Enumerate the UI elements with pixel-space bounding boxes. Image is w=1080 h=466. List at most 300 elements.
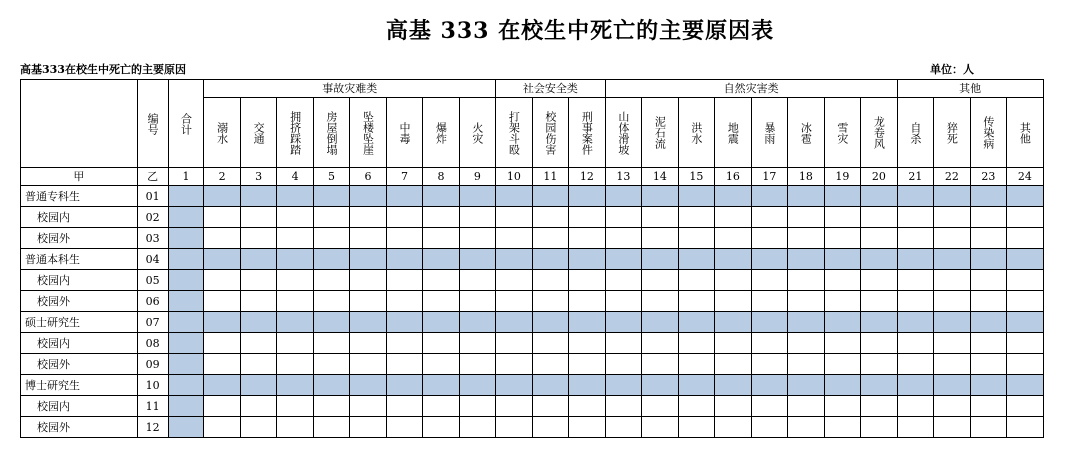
data-cell[interactable] <box>240 312 276 333</box>
data-cell[interactable] <box>204 417 240 438</box>
data-cell[interactable] <box>970 228 1007 249</box>
data-cell[interactable] <box>897 333 934 354</box>
data-cell[interactable] <box>678 354 715 375</box>
data-cell[interactable] <box>350 375 386 396</box>
data-cell[interactable] <box>824 186 861 207</box>
data-cell[interactable] <box>788 312 825 333</box>
table-row <box>21 270 1080 291</box>
data-cell[interactable] <box>350 354 386 375</box>
data-cell[interactable] <box>459 270 495 291</box>
data-cell[interactable] <box>824 375 861 396</box>
data-cell[interactable] <box>970 186 1007 207</box>
data-cell[interactable] <box>970 249 1007 270</box>
data-cell[interactable] <box>605 228 642 249</box>
data-cell[interactable] <box>934 291 971 312</box>
data-cell[interactable] <box>277 291 313 312</box>
data-cell[interactable] <box>605 396 642 417</box>
data-cell[interactable] <box>386 396 422 417</box>
data-cell[interactable] <box>751 417 788 438</box>
data-cell[interactable] <box>569 291 606 312</box>
total-cell[interactable] <box>168 396 204 417</box>
data-cell[interactable] <box>715 249 752 270</box>
data-cell[interactable] <box>897 417 934 438</box>
data-cell[interactable] <box>824 270 861 291</box>
data-cell[interactable] <box>678 207 715 228</box>
data-cell[interactable] <box>824 228 861 249</box>
data-cell[interactable] <box>897 270 934 291</box>
data-cell[interactable] <box>496 375 533 396</box>
data-cell[interactable] <box>459 186 495 207</box>
data-cell[interactable] <box>277 312 313 333</box>
data-cell[interactable] <box>423 417 459 438</box>
data-cell[interactable] <box>897 396 934 417</box>
data-cell[interactable] <box>496 354 533 375</box>
data-cell[interactable] <box>496 186 533 207</box>
data-cell[interactable] <box>532 333 569 354</box>
data-cell[interactable] <box>861 207 898 228</box>
data-cell[interactable] <box>751 207 788 228</box>
total-cell[interactable] <box>168 354 204 375</box>
data-cell[interactable] <box>350 291 386 312</box>
data-cell[interactable] <box>605 207 642 228</box>
data-cell[interactable] <box>897 207 934 228</box>
data-cell[interactable] <box>642 270 679 291</box>
data-cell[interactable] <box>897 291 934 312</box>
data-cell[interactable] <box>824 291 861 312</box>
data-cell[interactable] <box>423 270 459 291</box>
header-column-number: 5 <box>313 168 349 186</box>
data-cell[interactable] <box>788 270 825 291</box>
data-cell[interactable] <box>204 312 240 333</box>
data-cell[interactable] <box>751 249 788 270</box>
data-cell[interactable] <box>496 333 533 354</box>
data-cell[interactable] <box>788 333 825 354</box>
data-cell[interactable] <box>313 249 349 270</box>
data-cell[interactable] <box>496 228 533 249</box>
data-cell[interactable] <box>277 207 313 228</box>
data-cell[interactable] <box>496 207 533 228</box>
data-cell[interactable] <box>569 396 606 417</box>
data-cell[interactable] <box>861 228 898 249</box>
data-cell[interactable] <box>204 375 240 396</box>
row-code: 08 <box>137 333 168 354</box>
data-cell[interactable] <box>313 417 349 438</box>
data-cell[interactable] <box>715 207 752 228</box>
data-cell[interactable] <box>788 396 825 417</box>
data-cell[interactable] <box>204 333 240 354</box>
data-cell[interactable] <box>386 375 422 396</box>
data-cell[interactable] <box>678 228 715 249</box>
total-cell[interactable] <box>168 249 204 270</box>
data-cell[interactable] <box>642 249 679 270</box>
data-cell[interactable] <box>788 375 825 396</box>
data-cell[interactable] <box>934 354 971 375</box>
data-cell[interactable] <box>204 207 240 228</box>
data-cell[interactable] <box>970 396 1007 417</box>
data-cell[interactable] <box>934 270 971 291</box>
data-cell[interactable] <box>861 375 898 396</box>
data-cell[interactable] <box>1007 291 1044 312</box>
data-cell[interactable] <box>934 417 971 438</box>
total-cell[interactable] <box>168 291 204 312</box>
data-cell[interactable] <box>678 249 715 270</box>
data-cell[interactable] <box>824 207 861 228</box>
data-cell[interactable] <box>386 312 422 333</box>
data-cell[interactable] <box>313 312 349 333</box>
data-cell[interactable] <box>934 312 971 333</box>
total-cell[interactable] <box>168 417 204 438</box>
total-cell[interactable] <box>168 270 204 291</box>
data-cell[interactable] <box>861 333 898 354</box>
data-cell[interactable] <box>386 186 422 207</box>
data-cell[interactable] <box>861 270 898 291</box>
data-cell[interactable] <box>642 228 679 249</box>
data-cell[interactable] <box>678 291 715 312</box>
data-cell[interactable] <box>678 333 715 354</box>
header-column-number: 18 <box>788 168 825 186</box>
data-cell[interactable] <box>605 249 642 270</box>
header-column-number: 23 <box>970 168 1007 186</box>
data-cell[interactable] <box>824 333 861 354</box>
data-cell[interactable] <box>751 354 788 375</box>
data-cell[interactable] <box>788 354 825 375</box>
data-cell[interactable] <box>934 249 971 270</box>
data-cell[interactable] <box>897 375 934 396</box>
data-cell[interactable] <box>751 291 788 312</box>
data-cell[interactable] <box>934 396 971 417</box>
data-cell[interactable] <box>459 375 495 396</box>
data-cell[interactable] <box>824 249 861 270</box>
data-cell[interactable] <box>1007 186 1044 207</box>
data-cell[interactable] <box>423 291 459 312</box>
data-cell[interactable] <box>532 249 569 270</box>
data-cell[interactable] <box>240 228 276 249</box>
data-cell[interactable] <box>715 396 752 417</box>
data-cell[interactable] <box>459 354 495 375</box>
data-cell[interactable] <box>386 207 422 228</box>
row-code: 04 <box>137 249 168 270</box>
data-cell[interactable] <box>386 333 422 354</box>
data-cell[interactable] <box>313 333 349 354</box>
data-cell[interactable] <box>459 249 495 270</box>
data-cell[interactable] <box>751 375 788 396</box>
data-cell[interactable] <box>751 186 788 207</box>
data-cell[interactable] <box>386 228 422 249</box>
data-cell[interactable] <box>423 186 459 207</box>
data-cell[interactable] <box>532 207 569 228</box>
data-cell[interactable] <box>1007 375 1044 396</box>
data-cell[interactable] <box>861 312 898 333</box>
data-cell[interactable] <box>569 186 606 207</box>
data-cell[interactable] <box>496 312 533 333</box>
data-cell[interactable] <box>240 270 276 291</box>
data-cell[interactable] <box>642 354 679 375</box>
data-cell[interactable] <box>605 417 642 438</box>
data-cell[interactable] <box>970 375 1007 396</box>
data-cell[interactable] <box>569 333 606 354</box>
data-cell[interactable] <box>350 396 386 417</box>
data-cell[interactable] <box>861 186 898 207</box>
data-cell[interactable] <box>532 375 569 396</box>
data-cell[interactable] <box>569 228 606 249</box>
header-column: 自杀 <box>897 98 934 168</box>
data-cell[interactable] <box>1007 333 1044 354</box>
data-cell[interactable] <box>715 333 752 354</box>
data-cell[interactable] <box>350 228 386 249</box>
header-column-number: 20 <box>861 168 898 186</box>
data-cell[interactable] <box>277 354 313 375</box>
data-cell[interactable] <box>277 375 313 396</box>
data-cell[interactable] <box>934 186 971 207</box>
data-cell[interactable] <box>350 312 386 333</box>
data-cell[interactable] <box>532 312 569 333</box>
data-cell[interactable] <box>642 375 679 396</box>
total-cell[interactable] <box>168 375 204 396</box>
data-cell[interactable] <box>240 207 276 228</box>
data-cell[interactable] <box>897 312 934 333</box>
data-cell[interactable] <box>605 186 642 207</box>
data-cell[interactable] <box>240 396 276 417</box>
data-cell[interactable] <box>1007 228 1044 249</box>
data-cell[interactable] <box>423 207 459 228</box>
data-cell[interactable] <box>642 291 679 312</box>
data-cell[interactable] <box>423 333 459 354</box>
data-cell[interactable] <box>532 186 569 207</box>
data-cell[interactable] <box>934 207 971 228</box>
data-cell[interactable] <box>934 228 971 249</box>
data-cell[interactable] <box>1007 249 1044 270</box>
data-cell[interactable] <box>824 312 861 333</box>
total-cell[interactable] <box>168 228 204 249</box>
data-cell[interactable] <box>605 354 642 375</box>
data-cell[interactable] <box>715 417 752 438</box>
data-cell[interactable] <box>970 291 1007 312</box>
data-cell[interactable] <box>715 291 752 312</box>
data-cell[interactable] <box>350 270 386 291</box>
data-cell[interactable] <box>788 291 825 312</box>
data-cell[interactable] <box>678 186 715 207</box>
data-cell[interactable] <box>313 228 349 249</box>
data-cell[interactable] <box>423 228 459 249</box>
data-cell[interactable] <box>532 354 569 375</box>
data-cell[interactable] <box>970 270 1007 291</box>
data-cell[interactable] <box>459 333 495 354</box>
data-cell[interactable] <box>423 354 459 375</box>
data-cell[interactable] <box>423 375 459 396</box>
data-cell[interactable] <box>532 396 569 417</box>
total-cell[interactable] <box>168 333 204 354</box>
total-cell[interactable] <box>168 186 204 207</box>
total-cell[interactable] <box>168 207 204 228</box>
data-cell[interactable] <box>277 228 313 249</box>
data-cell[interactable] <box>496 291 533 312</box>
data-cell[interactable] <box>970 312 1007 333</box>
data-cell[interactable] <box>678 312 715 333</box>
data-cell[interactable] <box>423 249 459 270</box>
data-cell[interactable] <box>204 270 240 291</box>
data-cell[interactable] <box>350 207 386 228</box>
data-cell[interactable] <box>204 396 240 417</box>
data-cell[interactable] <box>532 228 569 249</box>
data-cell[interactable] <box>386 417 422 438</box>
data-cell[interactable] <box>970 333 1007 354</box>
data-cell[interactable] <box>532 270 569 291</box>
data-cell[interactable] <box>496 249 533 270</box>
data-cell[interactable] <box>861 396 898 417</box>
data-cell[interactable] <box>350 333 386 354</box>
data-cell[interactable] <box>678 396 715 417</box>
data-cell[interactable] <box>496 417 533 438</box>
data-cell[interactable] <box>277 396 313 417</box>
data-cell[interactable] <box>788 249 825 270</box>
header-column-number: 10 <box>496 168 533 186</box>
data-cell[interactable] <box>678 375 715 396</box>
data-cell[interactable] <box>459 417 495 438</box>
data-cell[interactable] <box>897 354 934 375</box>
row-label: 校园内 <box>21 333 138 354</box>
data-cell[interactable] <box>569 354 606 375</box>
data-cell[interactable] <box>459 312 495 333</box>
data-cell[interactable] <box>313 291 349 312</box>
data-cell[interactable] <box>1007 417 1044 438</box>
data-cell[interactable] <box>751 312 788 333</box>
table-row <box>21 186 1080 207</box>
data-cell[interactable] <box>788 228 825 249</box>
data-cell[interactable] <box>605 270 642 291</box>
total-cell[interactable] <box>168 312 204 333</box>
data-cell[interactable] <box>897 186 934 207</box>
data-cell[interactable] <box>569 270 606 291</box>
data-cell[interactable] <box>532 417 569 438</box>
data-cell[interactable] <box>1007 312 1044 333</box>
data-cell[interactable] <box>897 249 934 270</box>
data-cell[interactable] <box>240 417 276 438</box>
data-cell[interactable] <box>605 333 642 354</box>
data-cell[interactable] <box>824 354 861 375</box>
data-cell[interactable] <box>240 186 276 207</box>
data-cell[interactable] <box>605 312 642 333</box>
data-cell[interactable] <box>350 249 386 270</box>
data-cell[interactable] <box>240 249 276 270</box>
data-cell[interactable] <box>459 396 495 417</box>
data-cell[interactable] <box>532 291 569 312</box>
data-cell[interactable] <box>788 207 825 228</box>
data-cell[interactable] <box>204 291 240 312</box>
data-cell[interactable] <box>824 417 861 438</box>
data-cell[interactable] <box>934 333 971 354</box>
data-cell[interactable] <box>1007 207 1044 228</box>
data-cell[interactable] <box>386 249 422 270</box>
data-cell[interactable] <box>1007 354 1044 375</box>
data-cell[interactable] <box>970 354 1007 375</box>
data-cell[interactable] <box>970 207 1007 228</box>
data-cell[interactable] <box>642 312 679 333</box>
data-cell[interactable] <box>569 417 606 438</box>
data-cell[interactable] <box>715 270 752 291</box>
data-cell[interactable] <box>240 354 276 375</box>
data-cell[interactable] <box>897 228 934 249</box>
data-cell[interactable] <box>751 270 788 291</box>
data-cell[interactable] <box>459 207 495 228</box>
header-column: 爆炸 <box>423 98 459 168</box>
data-cell[interactable] <box>824 396 861 417</box>
data-cell[interactable] <box>277 417 313 438</box>
data-cell[interactable] <box>204 354 240 375</box>
data-cell[interactable] <box>861 291 898 312</box>
data-cell[interactable] <box>605 375 642 396</box>
data-cell[interactable] <box>642 333 679 354</box>
data-cell[interactable] <box>642 396 679 417</box>
data-cell[interactable] <box>277 270 313 291</box>
data-cell[interactable] <box>313 375 349 396</box>
data-cell[interactable] <box>861 417 898 438</box>
data-cell[interactable] <box>642 207 679 228</box>
data-cell[interactable] <box>313 207 349 228</box>
data-cell[interactable] <box>642 417 679 438</box>
data-cell[interactable] <box>715 186 752 207</box>
data-cell[interactable] <box>240 333 276 354</box>
data-cell[interactable] <box>788 186 825 207</box>
data-cell[interactable] <box>204 249 240 270</box>
data-cell[interactable] <box>715 354 752 375</box>
data-cell[interactable] <box>715 312 752 333</box>
data-cell[interactable] <box>313 186 349 207</box>
data-cell[interactable] <box>569 312 606 333</box>
data-cell[interactable] <box>240 375 276 396</box>
data-cell[interactable] <box>496 396 533 417</box>
data-cell[interactable] <box>751 333 788 354</box>
data-cell[interactable] <box>788 417 825 438</box>
data-cell[interactable] <box>350 417 386 438</box>
data-cell[interactable] <box>423 396 459 417</box>
data-cell[interactable] <box>313 396 349 417</box>
data-cell[interactable] <box>386 291 422 312</box>
data-cell[interactable] <box>642 186 679 207</box>
data-cell[interactable] <box>313 354 349 375</box>
data-cell[interactable] <box>204 228 240 249</box>
data-cell[interactable] <box>678 417 715 438</box>
data-cell[interactable] <box>386 270 422 291</box>
data-cell[interactable] <box>240 291 276 312</box>
data-cell[interactable] <box>678 270 715 291</box>
data-cell[interactable] <box>715 375 752 396</box>
data-cell[interactable] <box>751 396 788 417</box>
data-cell[interactable] <box>751 228 788 249</box>
data-cell[interactable] <box>204 186 240 207</box>
data-cell[interactable] <box>350 186 386 207</box>
data-cell[interactable] <box>277 333 313 354</box>
data-cell[interactable] <box>277 186 313 207</box>
data-cell[interactable] <box>496 270 533 291</box>
data-cell[interactable] <box>861 354 898 375</box>
data-cell[interactable] <box>423 312 459 333</box>
data-cell[interactable] <box>1007 270 1044 291</box>
data-cell[interactable] <box>715 228 752 249</box>
data-cell[interactable] <box>605 291 642 312</box>
data-cell[interactable] <box>569 249 606 270</box>
data-cell[interactable] <box>1007 396 1044 417</box>
data-cell[interactable] <box>459 228 495 249</box>
data-cell[interactable] <box>313 270 349 291</box>
data-cell[interactable] <box>277 249 313 270</box>
data-cell[interactable] <box>970 417 1007 438</box>
data-cell[interactable] <box>569 207 606 228</box>
data-cell[interactable] <box>386 354 422 375</box>
data-cell[interactable] <box>569 375 606 396</box>
data-cell[interactable] <box>861 249 898 270</box>
data-cell[interactable] <box>934 375 971 396</box>
data-cell[interactable] <box>459 291 495 312</box>
